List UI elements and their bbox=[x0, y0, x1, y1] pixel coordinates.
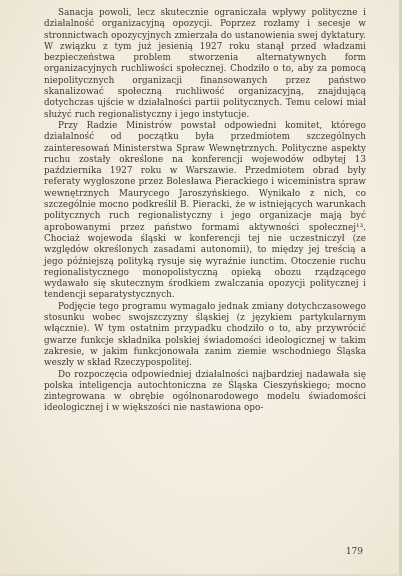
page-number: 179 bbox=[345, 547, 363, 557]
paragraph-3: Podjęcie tego programu wymagało jednak zmiany dotychczasowego stosunku wobec swojszczyzny śląskiej (z językiem partykularnym włącznie). W tym ostatnim przypadku chodziło o to, aby przywrócić gwarze funkcje składnika polskiej świadomości ideologicznej w takim zakresie, w jakim funkcjonowała zanim ziemie wschodniego Śląska weszły w skład Rzeczypospolitej. bbox=[44, 301, 366, 369]
body-text bbox=[44, 8, 366, 415]
paragraph-2: Przy Radzie Ministrów powstał odpowiedni komitet, którego działalność od początku była przedmiotem szczególnych zainteresowań Ministerstwa Spraw Wewnętrznych. Polityczne aspekty ruchu zostały określone na konferencji wojewodów odbytej 13 października 1927 roku w Warszawie. Przedmiotem obrad były referaty wygłoszone przez Bolesława Pierackiego i wiceministra spraw wewnętrznych Maurycego Jaroszyńskiego. Wynikało z nich, co szczególnie mocno podkreślił B. Pieracki, że w istniejących warunkach politycznych ruch regionalistyczny i jego organizacje mają być aprobowanymi przez państwo formami aktywności społecznej¹³. Chociaż wojewoda śląski w konferencji tej nie uczestniczył (ze względów określonych zasadami autonomii), to między jej treścią a jego późniejszą polityką rysuje się wyraźnie iunctim. Otoczenie ruchu regionalistycznego monopolistyczną opieką obozu rządzącego wydawało się skutecznym środkiem zwalczania opozycji politycznej i tendencji separatystycznych. bbox=[44, 120, 366, 301]
paragraph-4: Do rozpoczęcia odpowiedniej działalności najbardziej nadawała się polska inteligencja autochtoniczna ze Śląska Cieszyńskiego; mocno zintegrowana w obrębie ogólnonarodowego modelu świadomości ideologicznej i w większości nie nastawiona opo- bbox=[44, 369, 366, 414]
paragraph-1: Sanacja powoli, lecz skutecznie ograniczała wpływy polityczne i działalność organizacyjną opozycji. Poprzez rozłamy i secesje w stronnictwach opozycyjnych zmierzała do ustanowienia swej dyktatury. W związku z tym już jesienią 1927 roku stanął przed władzami bezpieczeństwa problem stworzenia alternatywnych form organizacyjnych ruchliwości społecznej. Chodziło o to, aby za pomocą niepolitycznych organizacji finansowanych przez państwo skanalizować społeczną ruchliwość organizacyjną, znajdującą dotychczas ujście w działalności partii politycznych. Temu celowi miał służyć ruch regionalistyczny i jego instytucje. bbox=[44, 8, 366, 120]
